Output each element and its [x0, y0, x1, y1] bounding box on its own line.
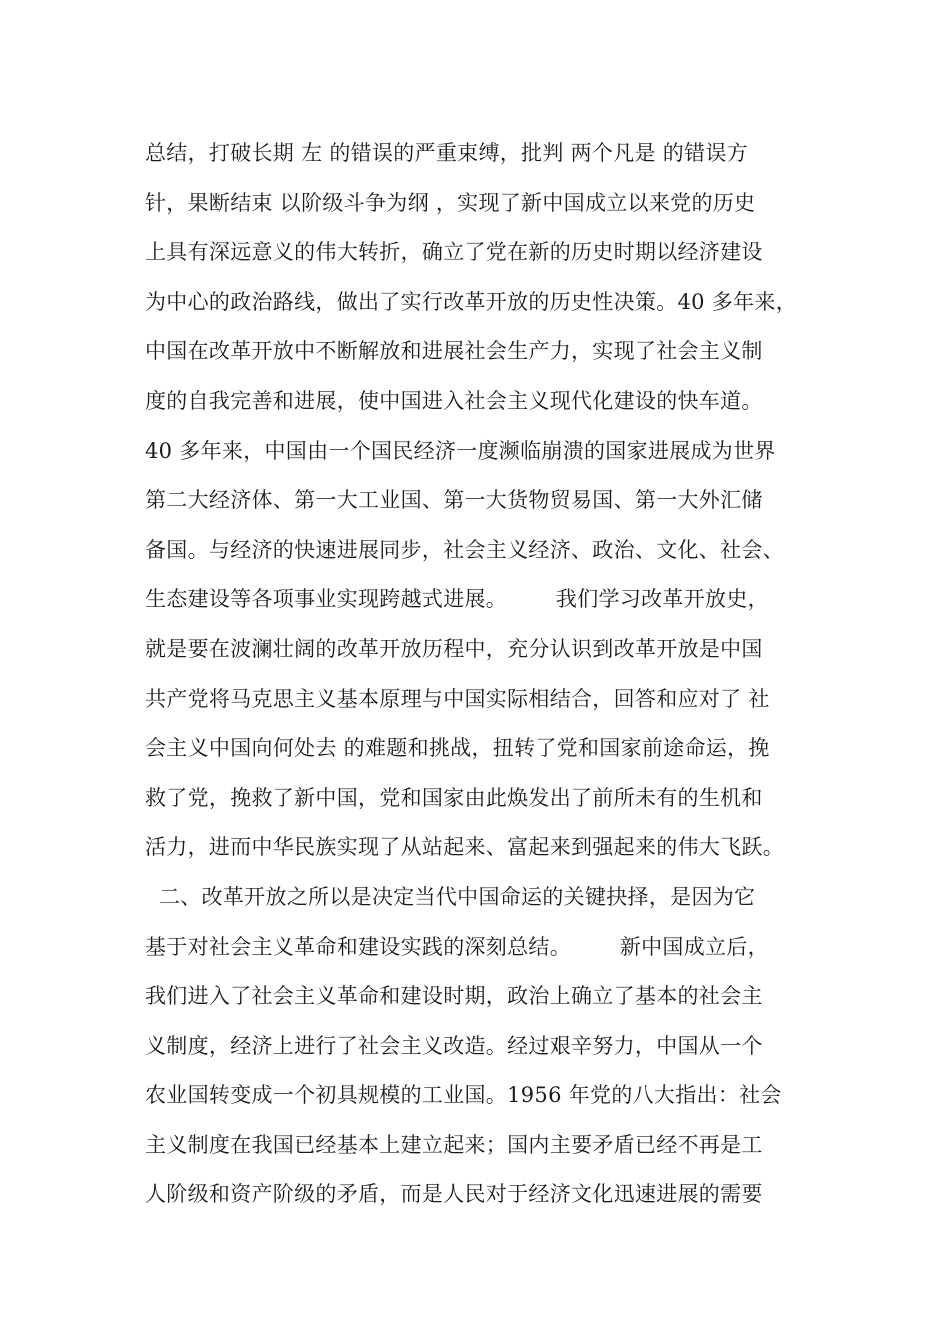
text-line: 生态建设等各项事业实现跨越式进展。 我们学习改革开放史，	[145, 587, 769, 612]
body-text	[145, 129, 845, 1220]
text-line: 度的自我完善和进展，使中国进入社会主义现代化建设的快车道。	[145, 388, 763, 413]
text-line: 中国在改革开放中不断解放和进展社会生产力，实现了社会主义制	[145, 339, 763, 364]
text-line: 针，果断结束 以阶级斗争为纲 ，实现了新中国成立以来党的历史	[145, 190, 756, 215]
text-line: 救了党，挽救了新中国，党和国家由此焕发出了前所未有的生机和	[145, 785, 763, 810]
text-line: 人阶级和资产阶级的矛盾，而是人民对于经济文化迅速进展的需要	[145, 1182, 763, 1207]
text-line: 主义制度在我国已经基本上建立起来；国内主要矛盾已经不再是工	[145, 1132, 763, 1157]
text-line: 共产党将马克思主义基本原理与中国实际相结合，回答和应对了 社	[145, 686, 770, 711]
text-line: 40 多年来，中国由一个国民经济一度濒临崩溃的国家进展成为世界	[145, 438, 776, 463]
text-line: 我们进入了社会主义革命和建设时期，政治上确立了基本的社会主	[145, 984, 763, 1009]
text-line: 会主义中国向何处去 的难题和挑战，扭转了党和国家前途命运，挽	[145, 736, 770, 761]
text-line: 二、改革开放之所以是决定当代中国命运的关键抉择，是因为它	[145, 884, 756, 909]
text-line: 农业国转变成一个初具规模的工业国。1956 年党的八大指出：社会	[145, 1083, 782, 1108]
text-line: 上具有深远意义的伟大转折，确立了党在新的历史时期以经济建设	[145, 240, 763, 265]
text-line: 基于对社会主义革命和建设实践的深刻总结。 新中国成立后，	[145, 934, 769, 959]
text-line: 就是要在波澜壮阔的改革开放历程中，充分认识到改革开放是中国	[145, 636, 763, 661]
text-line: 活力，进而中华民族实现了从站起来、富起来到强起来的伟大飞跃。	[145, 835, 784, 860]
text-line: 备国。与经济的快速进展同步，社会主义经济、政治、文化、社会、	[145, 537, 784, 562]
text-line: 为中心的政治路线，做出了实行改革开放的历史性决策。40 多年来，	[145, 289, 797, 314]
text-line: 义制度，经济上进行了社会主义改造。经过艰辛努力，中国从一个	[145, 1033, 763, 1058]
text-line: 总结，打破长期 左 的错误的严重束缚，批判 两个凡是 的错误方	[145, 141, 748, 165]
text-line: 第二大经济体、第一大工业国、第一大货物贸易国、第一大外汇储	[145, 488, 763, 513]
